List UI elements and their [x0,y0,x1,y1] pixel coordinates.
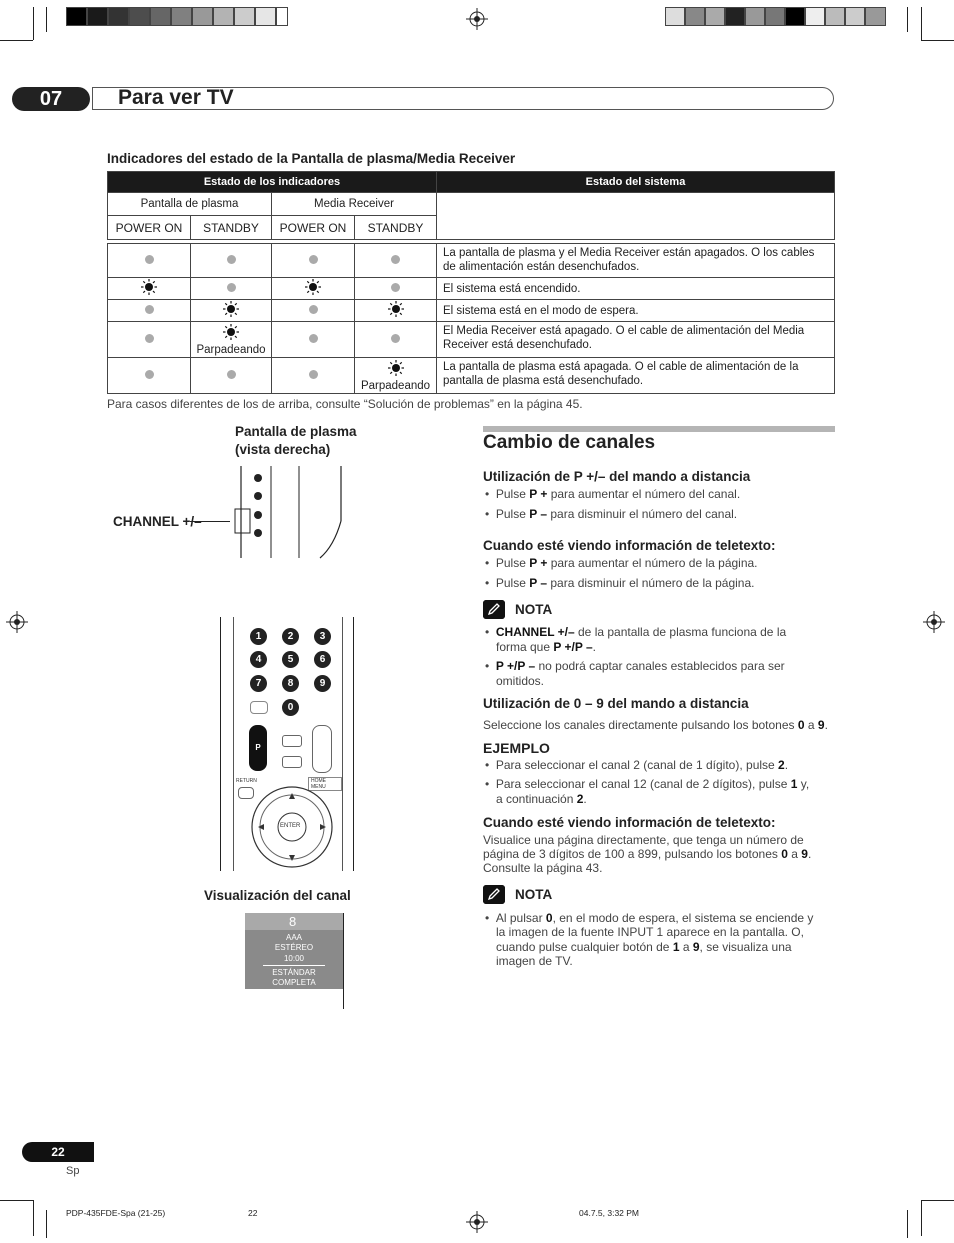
remote-button-0: 0 [282,699,299,716]
volume-rocker [312,725,332,773]
note2-line-2: la imagen de la fuente INPUT 1 aparece en la pantalla. O, [496,925,804,939]
remote-button-6: 6 [314,651,331,668]
led-off-icon [391,283,400,292]
led-off-icon [145,370,154,379]
table-row [108,244,835,278]
led-on-icon [223,301,239,317]
header-indicators: Estado de los indicadores [108,172,437,193]
note1-bullet-1: • CHANNEL +/– de la pantalla de plasma funciona de la [485,625,787,639]
table-footnote: Para casos diferentes de los de arriba, consulte “Solución de problemas” en la página 45. [107,397,583,411]
sec2-title: Cuando esté viendo información de teletexto: [483,538,776,553]
dual-button-icon [282,735,302,747]
note-pencil-icon [483,885,505,904]
led-blinking-icon [388,360,404,376]
osd-time: 10:00 [283,954,305,963]
note2-line-1: • Al pulsar 0, en el modo de espera, el sistema se enciende y [485,911,814,925]
table-row [108,300,835,322]
remote-p-rocker: P [249,725,267,771]
osd-name: AAA [285,933,302,942]
plasma-side-view-illustration [230,466,345,560]
osd-mode-2: COMPLETA [272,978,316,987]
led-off-icon [309,370,318,379]
registration-mark-icon [466,1211,488,1233]
row-description: El sistema está en el modo de espera. [437,300,835,322]
led-off-icon [145,305,154,314]
led-off-icon [391,255,400,264]
note1-bullet-1-line2: forma que P +/P –. [496,640,596,654]
remote-enter-label: ENTER [280,823,301,829]
remote-button-2: 2 [282,628,299,645]
led-off-icon [227,370,236,379]
table-row [108,358,835,394]
input-button-icon [250,701,268,714]
sec1-bullet-1: • Pulse P + para aumentar el número del canal. [485,487,741,501]
group-plasma: Pantalla de plasma [108,193,272,216]
note-pencil-icon [483,600,505,619]
note2-line-4: imagen de TV. [496,954,573,968]
led-on-icon [388,301,404,317]
sec3-title: Utilización de 0 – 9 del mando a distancia [483,696,749,711]
ejemplo-bullet-1: • Para seleccionar el canal 2 (canal de 1 dígito), pulse 2. [485,758,789,772]
remote-button-9: 9 [314,675,331,692]
remote-button-5: 5 [282,651,299,668]
led-on-icon [305,279,321,295]
blinking-label: Parpadeando [196,343,266,356]
led-off-icon [145,255,154,264]
sec2-bullet-1: • Pulse P + para aumentar el número de la página. [485,556,758,570]
osd-audio: ESTÉREO [274,943,314,952]
plasma-caption-1: Pantalla de plasma [235,424,357,439]
table-heading: Indicadores del estado de la Pantalla de plasma/Media Receiver [107,151,516,166]
language-code: Sp [66,1165,80,1177]
remote-button-3: 3 [314,628,331,645]
channel-osd-illustration [245,913,343,989]
channel-label: CHANNEL +/– [113,514,202,529]
sec4-line-2: página de 3 dígitos de 100 a 899, pulsando los botones 0 a 9. [483,847,812,861]
ejemplo-title: EJEMPLO [483,740,550,756]
sec1-bullet-2: • Pulse P – para disminuir el número del canal. [485,507,738,521]
led-off-icon [227,255,236,264]
sec4-line-3: Consulte la página 43. [483,861,603,875]
sec3-text: Seleccione los canales directamente pulsando los botones 0 a 9. [483,718,828,732]
ejemplo-bullet-2-line2: a continuación 2. [496,792,587,806]
row-description: La pantalla de plasma está apagada. O el cable de alimentación de la pantalla de plasma está desenchufado. [437,358,835,394]
note1-bullet-2-line2: omitidos. [496,674,545,688]
section-title: Cambio de canales [483,432,656,453]
remote-button-7: 7 [250,675,267,692]
remote-button-1: 1 [250,628,267,645]
remote-home-label: HOME MENU [308,777,342,791]
led-off-icon [391,334,400,343]
sub-power-on: POWER ON [108,216,191,240]
chapter-number: 07 [12,87,90,111]
sec4-line-1: Visualice una página directamente, que tenga un número de [483,833,804,847]
row-description: El sistema está encendido. [437,278,835,300]
note1-bullet-2: • P +/P – no podrá captar canales establecidos para ser [485,659,785,673]
header-system: Estado del sistema [437,172,835,193]
ejemplo-bullet-2: • Para seleccionar el canal 12 (canal de 2 dígitos), pulse 1 y, [485,777,810,791]
osd-channel: 8 [289,914,297,929]
registration-mark-icon [466,8,488,30]
sub-standby: STANDBY [355,216,437,240]
sub-power-on: POWER ON [272,216,355,240]
sub-standby: STANDBY [191,216,272,240]
note-label: NOTA [515,602,553,617]
remote-button-4: 4 [250,651,267,668]
status-table [107,171,835,394]
table-row [108,322,835,358]
plasma-caption-2: (vista derecha) [235,442,331,457]
note2-line-3: cuando pulse cualquier botón de 1 a 9, se visualiza una [496,940,792,954]
led-on-icon [141,279,157,295]
page-number: 22 [22,1142,94,1162]
file-name: PDP-435FDE-Spa (21-25) [66,1208,166,1218]
chapter-title: Para ver TV [118,86,234,109]
osd-mode-1: ESTÁNDAR [272,968,316,977]
blinking-label: Parpadeando [360,379,431,392]
led-off-icon [309,255,318,264]
sec4-title: Cuando esté viendo información de teletexto: [483,815,776,830]
led-blinking-icon [223,324,239,340]
sec1-title: Utilización de P +/– del mando a distancia [483,469,751,484]
row-description: La pantalla de plasma y el Media Receiver están apagados. O los cables de alimentación están desenchufados. [437,244,835,278]
osd-edge-line [343,913,344,1009]
mute-button-icon [282,756,302,768]
print-timestamp: 04.7.5, 3:32 PM [579,1208,640,1218]
remote-return-label: RETURN [236,778,257,784]
page-number-small: 22 [248,1208,258,1218]
row-description: El Media Receiver está apagado. O el cable de alimentación del Media Receiver está desenchufado. [437,322,835,358]
led-off-icon [145,334,154,343]
registration-mark-icon [923,611,945,633]
remote-button-8: 8 [282,675,299,692]
table-row [108,278,835,300]
led-off-icon [227,283,236,292]
led-off-icon [309,334,318,343]
registration-mark-icon [6,611,28,633]
sec2-bullet-2: • Pulse P – para disminuir el número de la página. [485,576,755,590]
remote-control-illustration [220,617,354,871]
note-label: NOTA [515,887,553,902]
channel-display-caption: Visualización del canal [204,888,351,903]
led-off-icon [309,305,318,314]
group-receiver: Media Receiver [272,193,437,216]
